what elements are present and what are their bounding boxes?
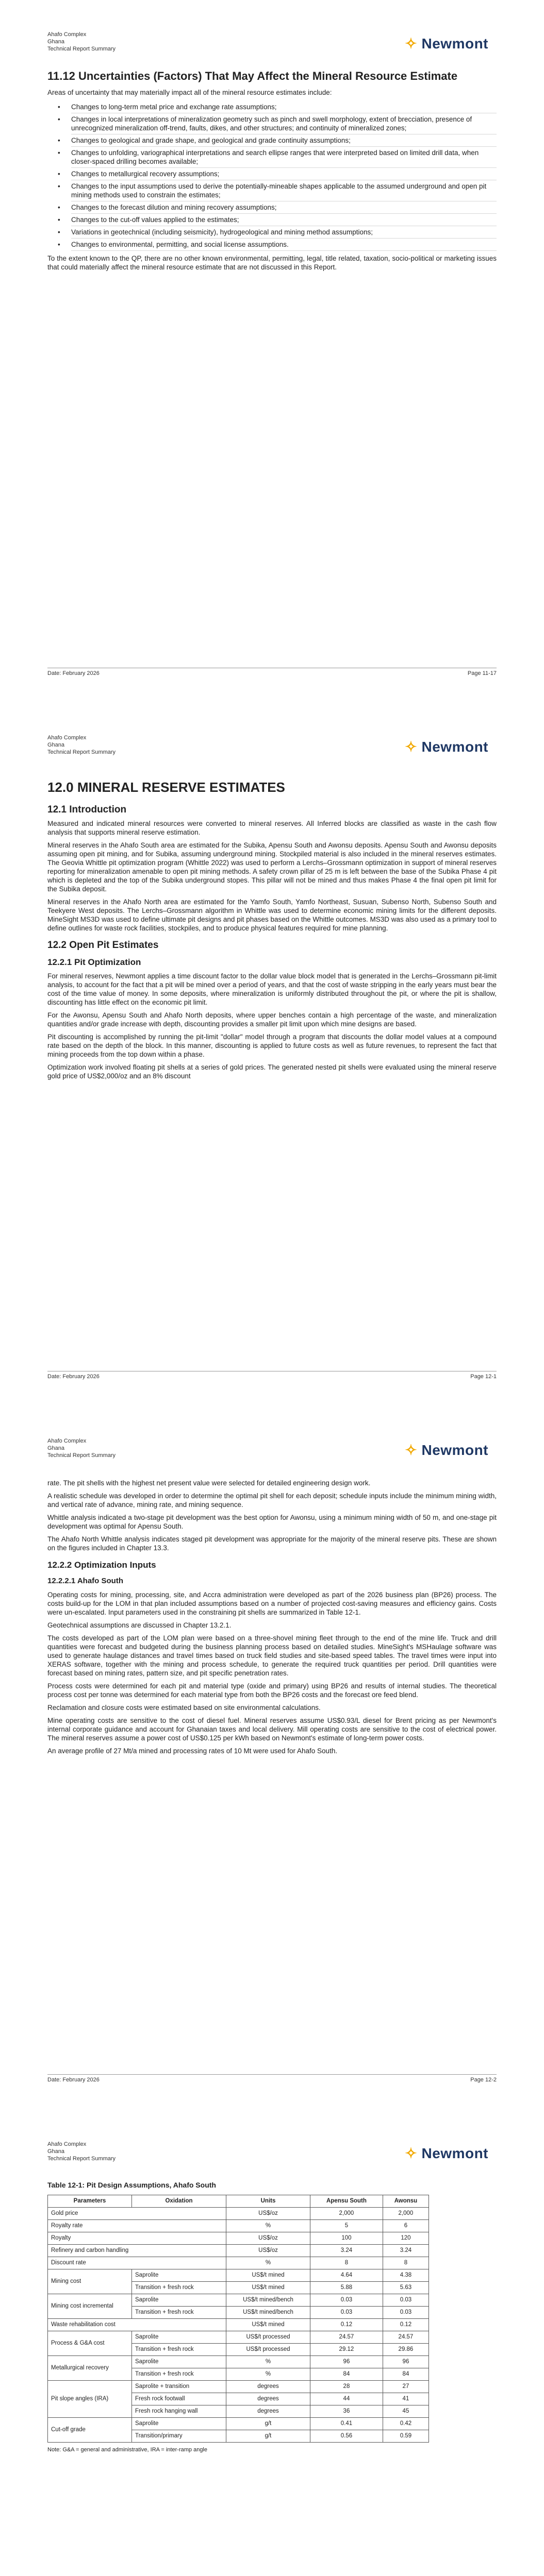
column-header: Oxidation bbox=[132, 2195, 226, 2208]
list-item: • Changes to the forecast dilution and mining recovery assumptions; bbox=[71, 201, 497, 214]
table-row bbox=[48, 2356, 429, 2368]
pit-design-table bbox=[47, 2195, 429, 2443]
cell: 120 bbox=[383, 2232, 428, 2245]
paragraph: Whittle analysis indicated a two-stage pit development was the best option for Awonsu, using a minimum mining width of 50 m, and one-stage pit development was optimal for Apensu South. bbox=[47, 1514, 497, 1530]
cell: 5 bbox=[310, 2220, 383, 2232]
cell: Transition/primary bbox=[132, 2430, 226, 2443]
page-content bbox=[47, 1479, 497, 1759]
cell: US$/t mined bbox=[226, 2319, 310, 2331]
section-heading: 12.2 Open Pit Estimates bbox=[47, 940, 159, 951]
cell: 0.03 bbox=[310, 2294, 383, 2307]
paragraph: Optimization work involved floating pit shells at a series of gold prices. The generated nested pit shells were evaluated using the mineral reserve gold price of US$2,000/oz and an 8% discount bbox=[47, 1063, 497, 1080]
table-row bbox=[48, 2220, 429, 2232]
cell: % bbox=[226, 2220, 310, 2232]
cell: 0.59 bbox=[383, 2430, 428, 2443]
paragraph: For mineral reserves, Newmont applies a time discount factor to the dollar value block model that is generated in the Lerchs–Grossmann pit-limit analysis, to account for the fact that a pit will be mined over a period of years, and that the cost of waste stripping in the early years must bear the cost of the time value of money. In some deposits, where mineralization is uniformly distributed throughout the pit, or where the pit is shallow, discounting has little effect on the economic pit limit. bbox=[47, 972, 497, 1006]
list-item: • Changes to environmental, permitting, and social license assumptions. bbox=[71, 239, 497, 251]
paragraph: Pit discounting is accomplished by running the pit-limit "dollar" model through a program that discounts the dollar model values at a compound rate based on the depth of the block. In this manner, discounting is applied to future costs as well as future revenues, to represent the fact that mining proceeds from the top down within a phase. bbox=[47, 1033, 497, 1058]
page-header bbox=[47, 1437, 116, 1459]
cell: US$/oz bbox=[226, 2245, 310, 2257]
cell: Metallurgical recovery bbox=[48, 2356, 132, 2381]
page-content bbox=[47, 770, 497, 1084]
list-item: • Changes to unfolding, variographical interpretations and search ellipse ranges that were interpreted based on limited drill data, when closer-spaced drilling becomes available; bbox=[71, 147, 497, 168]
page-2 bbox=[0, 703, 544, 1406]
column-header: Apensu South bbox=[310, 2195, 383, 2208]
list-item: • Changes to long-term metal price and exchange rate assumptions; bbox=[71, 101, 497, 113]
paragraph: Mineral reserves in the Ahafo North area are estimated for the Yamfo South, Yamfo Northeast, Susuan, Subenso North, Subenso South and Teekyere West deposits. The Lerchs–Grossmann algorithm in Whittle was used to determine economic mining limits for the different deposits. MineSight MS3D was used to define ultimate pit designs and pit phases based on the Whittle outcomes. MS3D was also used as a primary tool to define outlines for waste rock facilities, stockpiles, and to produce physical features required for mine planning. bbox=[47, 898, 497, 932]
cell: 3.24 bbox=[310, 2245, 383, 2257]
cell: Fresh rock hanging wall bbox=[132, 2405, 226, 2418]
cell: 0.12 bbox=[310, 2319, 383, 2331]
newmont-logo: ✧ Newmont bbox=[405, 739, 488, 755]
header-country: Ghana bbox=[47, 2148, 65, 2155]
page-footer bbox=[47, 2074, 497, 2083]
header-country: Ghana bbox=[47, 39, 65, 45]
subsection-heading: 12.2.1 Pit Optimization bbox=[47, 957, 141, 967]
page-header bbox=[47, 734, 116, 756]
table-row bbox=[48, 2319, 429, 2331]
header-country: Ghana bbox=[47, 1445, 65, 1451]
cell: Discount rate bbox=[48, 2257, 226, 2269]
cell: Mining cost bbox=[48, 2269, 132, 2294]
footer-page-number: Page 12-2 bbox=[470, 2077, 497, 2083]
table-header-row bbox=[48, 2195, 429, 2208]
cell: Saprolite bbox=[132, 2418, 226, 2430]
table-row bbox=[48, 2331, 429, 2344]
cell: 0.41 bbox=[310, 2418, 383, 2430]
cell: 0.03 bbox=[383, 2307, 428, 2319]
cell: Saprolite bbox=[132, 2331, 226, 2344]
table-row bbox=[48, 2232, 429, 2245]
list-item: • Changes to the input assumptions used to derive the potentially-mineable shapes applicable to the assumed underground and open pit mining methods used to constrain the estimates; bbox=[71, 180, 497, 201]
cell: 84 bbox=[383, 2368, 428, 2381]
cell: 84 bbox=[310, 2368, 383, 2381]
section-heading: 12.1 Introduction bbox=[47, 804, 127, 815]
page-footer bbox=[47, 668, 497, 676]
cell: % bbox=[226, 2368, 310, 2381]
page-content bbox=[47, 2177, 497, 2454]
cell: 8 bbox=[310, 2257, 383, 2269]
cell: Gold price bbox=[48, 2208, 226, 2220]
cell: 96 bbox=[310, 2356, 383, 2368]
newmont-logo: ✧ Newmont bbox=[405, 36, 488, 52]
cell: 0.03 bbox=[383, 2294, 428, 2307]
footer-date: Date: February 2026 bbox=[47, 1374, 100, 1380]
newmont-logo: ✧ Newmont bbox=[405, 2145, 488, 2161]
cell: Saprolite bbox=[132, 2269, 226, 2282]
header-report: Technical Report Summary bbox=[47, 749, 116, 755]
footer-page-number: Page 11-17 bbox=[467, 670, 497, 676]
table-row bbox=[48, 2294, 429, 2307]
header-company: Ahafo Complex bbox=[47, 2141, 87, 2147]
cell: 44 bbox=[310, 2393, 383, 2405]
table-row bbox=[48, 2208, 429, 2220]
footer-date: Date: February 2026 bbox=[47, 670, 100, 676]
subsubsection-heading: 12.2.2.1 Ahafo South bbox=[47, 1577, 123, 1585]
cell: 0.03 bbox=[310, 2307, 383, 2319]
cell: g/t bbox=[226, 2418, 310, 2430]
cell: Royalty rate bbox=[48, 2220, 226, 2232]
paragraph: Mine operating costs are sensitive to the cost of diesel fuel. Mineral reserves assume US$0.93/L diesel for Brent pricing as per Newmont's internal corporate guidance and account for Ghanaian taxes and local delivery. Mill operating costs are sensitive to the cost of electrical power. The mineral reserves assume a power cost of US$0.125 per kWh based on Newmont's estimate of long-term power costs. bbox=[47, 1717, 497, 1742]
header-company: Ahafo Complex bbox=[47, 735, 87, 741]
paragraph: Measured and indicated mineral resources were converted to mineral reserves. All Inferred blocks are classified as waste in the cash flow analysis that supports mineral reserve estimation. bbox=[47, 820, 497, 836]
paragraph: For the Awonsu, Apensu South and Ahafo North deposits, where upper benches contain a high percentage of the waste, and mineralization quantities and/or grade increase with depth, discounting provides a smaller pit limit upon which mine designs are based. bbox=[47, 1011, 497, 1028]
cell: Cut-off grade bbox=[48, 2418, 132, 2443]
paragraph: Process costs were determined for each pit and material type (oxide and primary) using BP26 and results of internal studies. The theoretical process cost per tonne was determined for each material type from both the BP26 costs and the forecast ore feed blend. bbox=[47, 1682, 497, 1699]
header-company: Ahafo Complex bbox=[47, 1438, 87, 1444]
cell: 2,000 bbox=[383, 2208, 428, 2220]
table-row bbox=[48, 2269, 429, 2282]
page-content bbox=[47, 70, 497, 276]
paragraph: The Ahafo North Whittle analysis indicates staged pit development was appropriate for the majority of the mineral reserve pits. These are shown on the figures included in Chapter 13.3. bbox=[47, 1535, 497, 1552]
cell: 2,000 bbox=[310, 2208, 383, 2220]
cell: 3.24 bbox=[383, 2245, 428, 2257]
header-report: Technical Report Summary bbox=[47, 1452, 116, 1459]
table-row bbox=[48, 2257, 429, 2269]
cell: US$/t processed bbox=[226, 2331, 310, 2344]
list-item: • Variations in geotechnical (including seismicity), hydrogeological and mining method assumptions; bbox=[71, 226, 497, 239]
newmont-logo-text: Newmont bbox=[421, 36, 488, 52]
table-row bbox=[48, 2418, 429, 2430]
cell: Waste rehabilitation cost bbox=[48, 2319, 226, 2331]
paragraph: Reclamation and closure costs were estimated based on site environmental calculations. bbox=[47, 1704, 321, 1711]
list-item: • Changes in local interpretations of mineralization geometry such as pinch and swell morphology, extent of brecciation, presence of unrecognized mineralization off-trend, faults, dikes, and other structures; and continuity of mineralized zones; bbox=[71, 113, 497, 134]
cell: Process & G&A cost bbox=[48, 2331, 132, 2356]
cell: US$/t processed bbox=[226, 2344, 310, 2356]
cell: Mining cost incremental bbox=[48, 2294, 132, 2319]
newmont-logo-text: Newmont bbox=[421, 1442, 488, 1458]
cell: 100 bbox=[310, 2232, 383, 2245]
cell: 5.88 bbox=[310, 2282, 383, 2294]
cell: Transition + fresh rock bbox=[132, 2344, 226, 2356]
cell: Saprolite bbox=[132, 2356, 226, 2368]
cell: 36 bbox=[310, 2405, 383, 2418]
page-1 bbox=[0, 0, 544, 703]
cell: 29.86 bbox=[383, 2344, 428, 2356]
header-company: Ahafo Complex bbox=[47, 31, 87, 38]
page-4 bbox=[0, 2110, 544, 2576]
cell: Saprolite + transition bbox=[132, 2381, 226, 2393]
column-header: Awonsu bbox=[383, 2195, 428, 2208]
cell: Transition + fresh rock bbox=[132, 2282, 226, 2294]
column-header: Parameters bbox=[48, 2195, 132, 2208]
list-item: • Changes to the cut-off values applied to the estimates; bbox=[71, 214, 497, 226]
cell: Refinery and carbon handling bbox=[48, 2245, 226, 2257]
page-header bbox=[47, 31, 116, 53]
page-footer bbox=[47, 1371, 497, 1380]
cell: 24.57 bbox=[310, 2331, 383, 2344]
newmont-logo: ✧ Newmont bbox=[405, 1442, 488, 1458]
cell: 0.12 bbox=[383, 2319, 428, 2331]
cell: 0.56 bbox=[310, 2430, 383, 2443]
cell: 45 bbox=[383, 2405, 428, 2418]
cell: 96 bbox=[383, 2356, 428, 2368]
cell: Fresh rock footwall bbox=[132, 2393, 226, 2405]
uncertainty-list bbox=[47, 101, 497, 251]
cell: 27 bbox=[383, 2381, 428, 2393]
paragraph: Mineral reserves in the Ahafo South area are estimated for the Subika, Apensu South and Awonsu deposits. Apensu South and Awonsu deposits assuming open pit mining, and for Subika, assuming underground mining. Stockpiled material is also included in the mineral reserves estimates. The Geovia Whittle pit optimization program (Whittle 2022) was used to perform a Lerchs–Grossmann optimization in support of mineral reserves reporting for mineralization amenable to open pit mining methods. A safety crown pillar of 25 m is left between the base of the Subika Phase 4 pit which is depleted and the top of the Subika underground stopes. This pillar will not be mined and thus makes Phase 4 the final open pit limit for the Subika deposit. bbox=[47, 841, 497, 893]
paragraph: Geotechnical assumptions are discussed in Chapter 13.2.1. bbox=[47, 1621, 232, 1629]
cell: US$/t mined bbox=[226, 2282, 310, 2294]
paragraph: To the extent known to the QP, there are no other known environmental, permitting, legal, title related, taxation, socio-political or marketing issues that could materially affect the mineral resource estimate that are not discussed in this Report. bbox=[47, 255, 497, 271]
cell: Transition + fresh rock bbox=[132, 2368, 226, 2381]
column-header: Units bbox=[226, 2195, 310, 2208]
newmont-logo-text: Newmont bbox=[421, 2145, 488, 2161]
table-caption: Table 12-1: Pit Design Assumptions, Ahafo South bbox=[47, 2181, 216, 2189]
paragraph: Areas of uncertainty that may materially impact all of the mineral resource estimates include: bbox=[47, 89, 332, 96]
cell: 24.57 bbox=[383, 2331, 428, 2344]
cell: % bbox=[226, 2356, 310, 2368]
header-report: Technical Report Summary bbox=[47, 46, 116, 52]
cell: degrees bbox=[226, 2381, 310, 2393]
header-report: Technical Report Summary bbox=[47, 2156, 116, 2162]
cell: Transition + fresh rock bbox=[132, 2307, 226, 2319]
paragraph: rate. The pit shells with the highest net present value were selected for detailed engineering design work. bbox=[47, 1479, 371, 1487]
cell: US$/oz bbox=[226, 2208, 310, 2220]
cell: 6 bbox=[383, 2220, 428, 2232]
page-3 bbox=[0, 1406, 544, 2110]
list-item: • Changes to metallurgical recovery assumptions; bbox=[71, 168, 497, 180]
cell: 5.63 bbox=[383, 2282, 428, 2294]
paragraph: The costs developed as part of the LOM plan were based on a three-shovel mining fleet through to the end of the mine life. Truck and drill quantities were forecast and budgeted during the business planning process based on detailed studies. MineSight's MSHaulage software was used to generate haulage distances and travel times based on truck field studies and site-based speed tables. The travel times were input into XERAS software, together with the mining and process schedule, to generate the required truck quantities per period. Drill quantities were forecast based on mining rates, pattern size, and pit specific penetration rates. bbox=[47, 1634, 497, 1677]
footer-date: Date: February 2026 bbox=[47, 2077, 100, 2083]
newmont-logo-text: Newmont bbox=[421, 739, 488, 755]
cell: US$/t mined/bench bbox=[226, 2294, 310, 2307]
cell: Royalty bbox=[48, 2232, 226, 2245]
cell: 8 bbox=[383, 2257, 428, 2269]
cell: Pit slope angles (IRA) bbox=[48, 2381, 132, 2418]
paragraph: Operating costs for mining, processing, site, and Accra administration were developed as part of the 2026 business plan (BP26) process. The costs build-up for the LOM in that plan included assumptions based on a number of projected cost-saving measures and efficiency gains. Costs were un-escalated. Input parameters used in the constraining pit shells are summarized in Table 12-1. bbox=[47, 1591, 497, 1616]
list-item: • Changes to geological and grade shape, and geological and grade continuity assumptions; bbox=[71, 134, 497, 147]
cell: 4.38 bbox=[383, 2269, 428, 2282]
table-row bbox=[48, 2381, 429, 2393]
cell: 4.64 bbox=[310, 2269, 383, 2282]
cell: degrees bbox=[226, 2393, 310, 2405]
table-row bbox=[48, 2245, 429, 2257]
section-title: 11.12 Uncertainties (Factors) That May Affect the Mineral Resource Estimate bbox=[47, 70, 458, 82]
cell: degrees bbox=[226, 2405, 310, 2418]
cell: 41 bbox=[383, 2393, 428, 2405]
cell: US$/t mined/bench bbox=[226, 2307, 310, 2319]
paragraph: A realistic schedule was developed in order to determine the optimal pit shell for each deposit; schedule inputs include the minimum mining width, and vertical rate of advance, mining rate, and mining sequence. bbox=[47, 1492, 497, 1509]
cell: Saprolite bbox=[132, 2294, 226, 2307]
chapter-title: 12.0 MINERAL RESERVE ESTIMATES bbox=[47, 779, 285, 795]
paragraph: An average profile of 27 Mt/a mined and processing rates of 10 Mt were used for Ahafo South. bbox=[47, 1747, 338, 1755]
subsection-heading: 12.2.2 Optimization Inputs bbox=[47, 1560, 156, 1570]
cell: % bbox=[226, 2257, 310, 2269]
footer-page-number: Page 12-1 bbox=[470, 1374, 497, 1380]
table-note: Note: G&A = general and administrative, IRA = inter-ramp angle bbox=[47, 2447, 207, 2453]
cell: 0.42 bbox=[383, 2418, 428, 2430]
cell: g/t bbox=[226, 2430, 310, 2443]
cell: 28 bbox=[310, 2381, 383, 2393]
cell: US$/oz bbox=[226, 2232, 310, 2245]
page-header bbox=[47, 2141, 116, 2162]
header-country: Ghana bbox=[47, 742, 65, 748]
cell: 29.12 bbox=[310, 2344, 383, 2356]
cell: US$/t mined bbox=[226, 2269, 310, 2282]
